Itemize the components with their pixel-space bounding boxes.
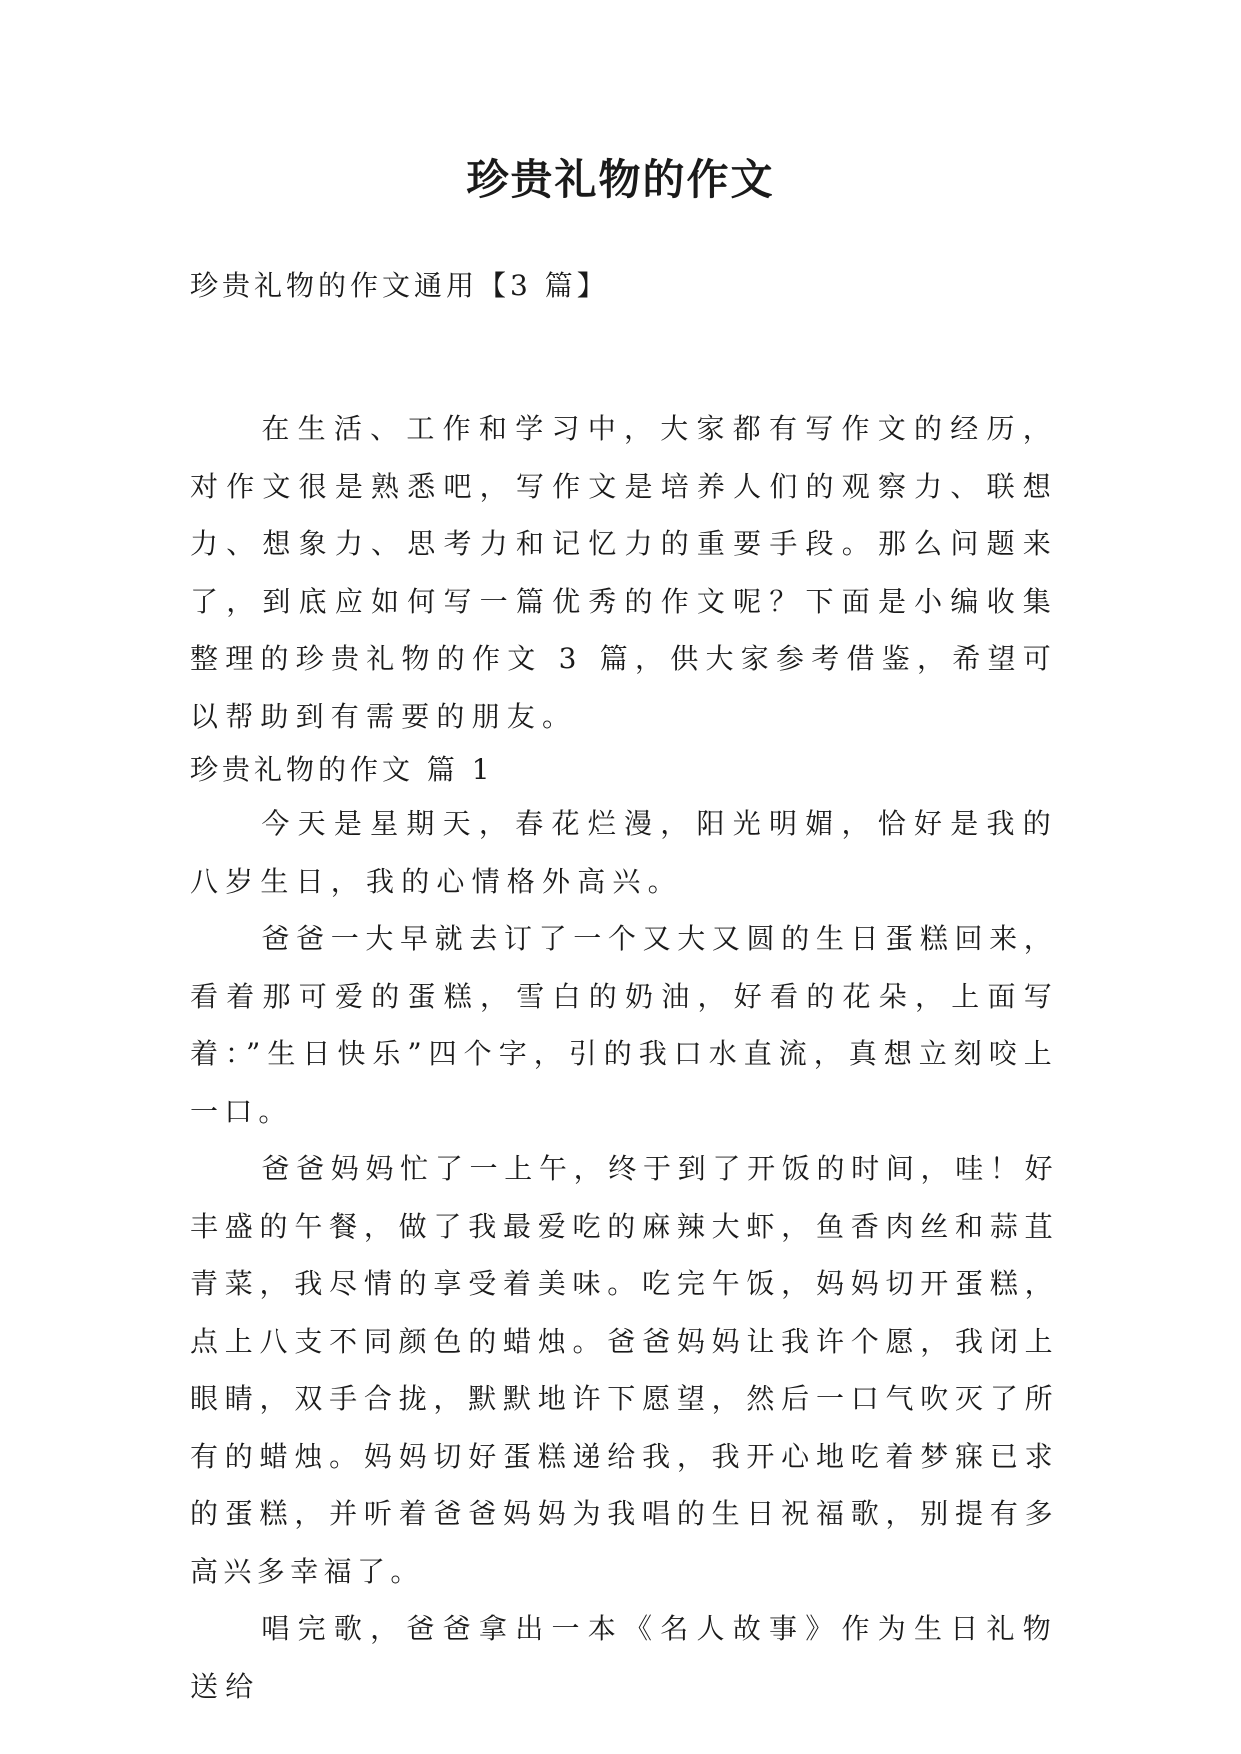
section-heading: 珍贵礼物的作文 篇 1 — [190, 753, 494, 786]
body-paragraph: 爸爸妈妈忙了一上午，终于到了开饭的时间，哇！好丰盛的午餐，做了我最爱吃的麻辣大虾，鱼香肉丝和蒜苴青菜，我尽情的享受着美味。吃完午饭，妈妈切开蛋糕，点上八支不同颜色的蜡烛。爸爸妈妈让我许个愿，我闭上眼睛，双手合拢，默默地许下愿望，然后一口气吹灭了所有的蜡烛。妈妈切好蛋糕递给我，我开心地吃着梦寐已求的蛋糕，并听着爸爸妈妈为我唱的生日祝福歌，别提有多高兴多幸福了。 — [190, 1152, 1058, 1588]
document-subtitle: 珍贵礼物的作文通用【3 篇】 — [190, 269, 609, 302]
body-paragraph: 爸爸一大早就去订了一个又大又圆的生日蛋糕回来，看着那可爱的蛋糕，雪白的奶油，好看的花朵，上面写着：”生日快乐”四个字，引的我口水直流，真想立刻咬上一口。 — [190, 922, 1058, 1128]
body-paragraph: 唱完歌，爸爸拿出一本《名人故事》作为生日礼物送给 — [190, 1612, 1058, 1703]
document-title: 珍贵礼物的作文 — [466, 155, 775, 204]
body-paragraph: 今天是星期天，春花烂漫，阳光明媚，恰好是我的八岁生日，我的心情格外高兴。 — [190, 807, 1058, 898]
document-body — [190, 400, 1058, 1715]
intro-paragraph: 在生活、工作和学习中，大家都有写作文的经历，对作文很是熟悉吧，写作文是培养人们的观察力、联想力、想象力、思考力和记忆力的重要手段。那么问题来了，到底应如何写一篇优秀的作文呢？下面是小编收集整理的珍贵礼物的作文 3 篇，供大家参考借鉴，希望可以帮助到有需要的朋友。 — [190, 412, 1058, 733]
